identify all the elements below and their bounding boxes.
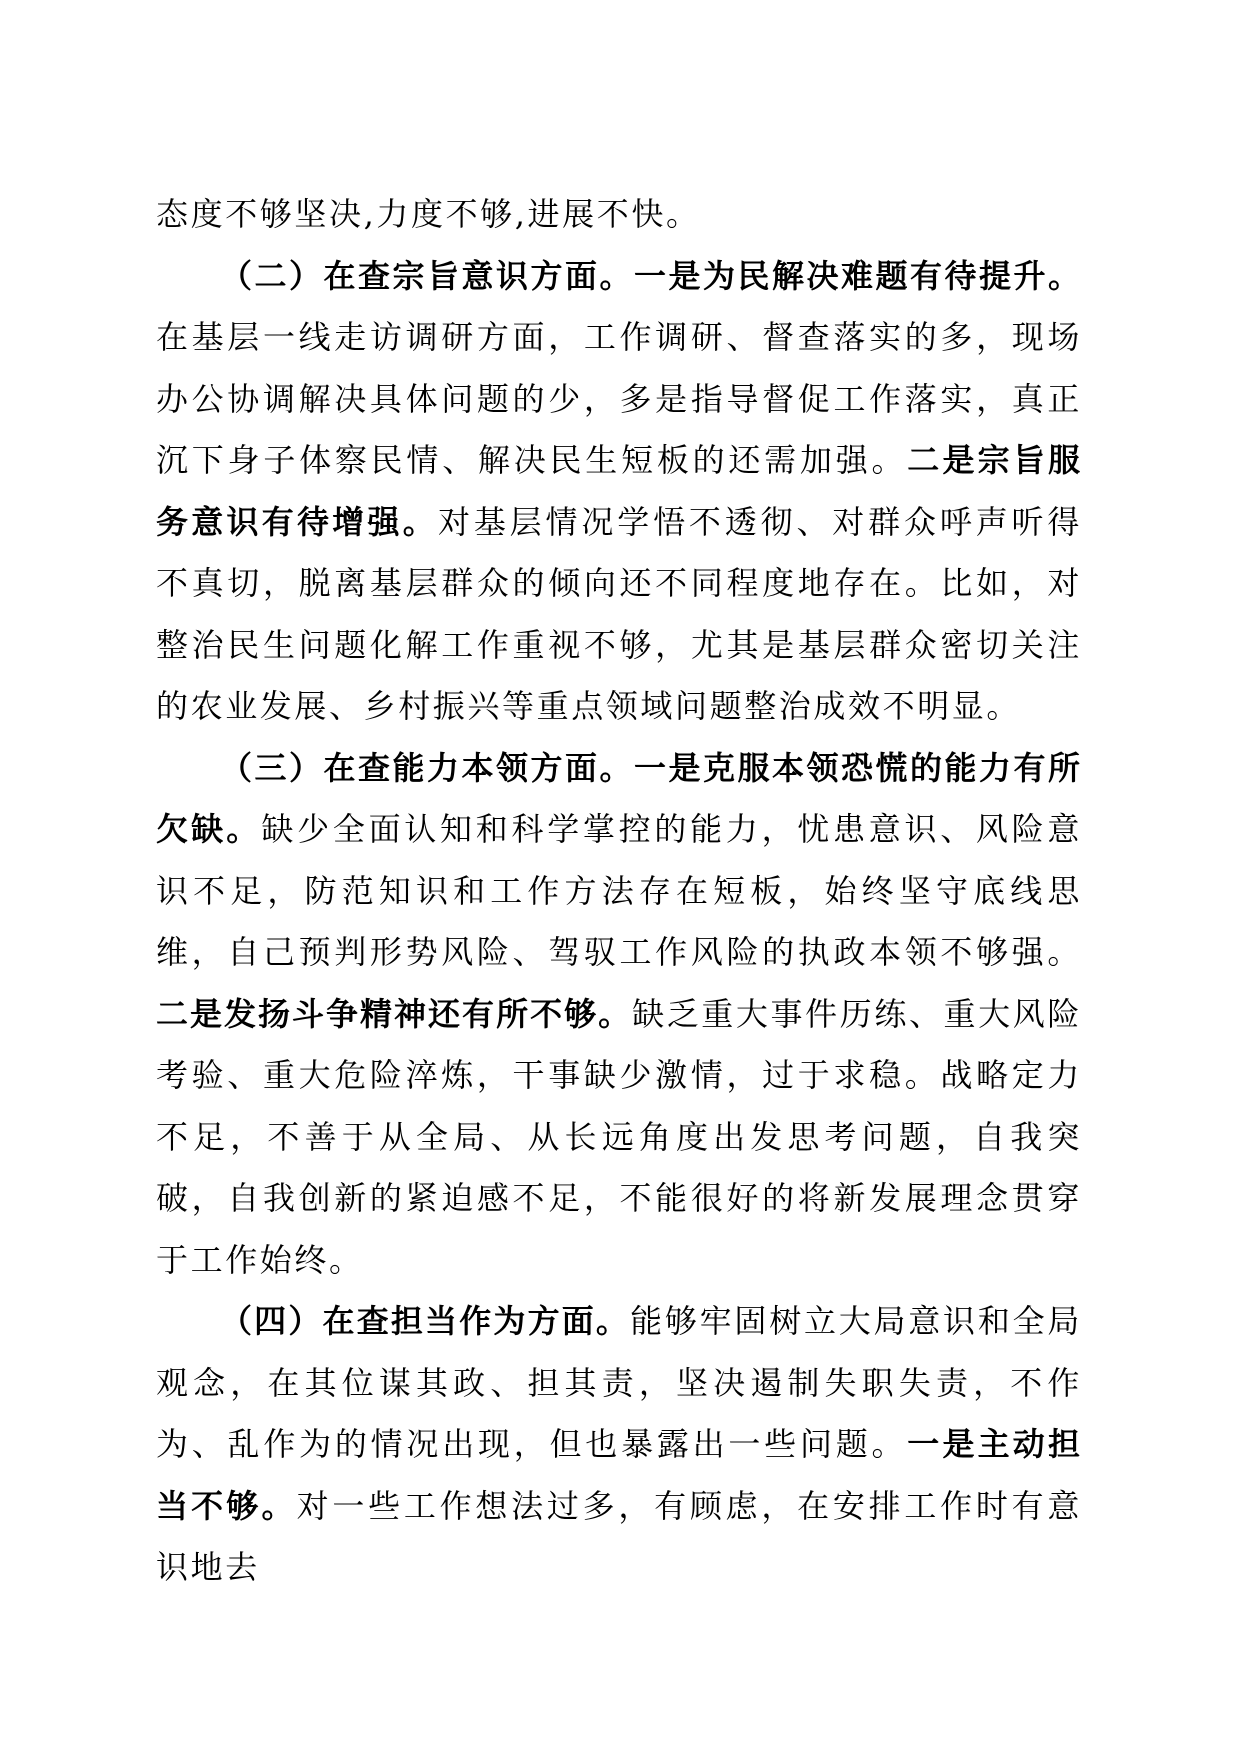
paragraph-text: 能够牢固树立大局意识和全局观念，在其位谋其政、担其责，坚决遏制失职失责，不作为、乱作为的情况出现，但也暴露出一些问题。 bbox=[156, 1302, 1082, 1463]
paragraph-purpose-awareness bbox=[156, 246, 1082, 738]
paragraph-text: 缺少全面认知和科学掌控的能力，忧患意识、风险意识不足，防范知识和工作方法存在短板，始终坚守底线思维，自己预判形势风险、驾驭工作风险的执政本领不够强。 bbox=[156, 810, 1082, 971]
paragraph-text: 态度不够坚决,力度不够,进展不快。 bbox=[156, 195, 701, 233]
paragraph-continuation bbox=[156, 184, 1082, 246]
paragraph-ability bbox=[156, 738, 1082, 1292]
paragraph-text: 对一些工作想法过多，有顾虑，在安排工作时有意识地去 bbox=[156, 1486, 1082, 1586]
paragraph-text: 对基层情况学悟不透彻、对群众呼声听得不真切，脱离基层群众的倾向还不同程度地存在。比如，对整治民生问题化解工作重视不够，尤其是基层群众密切关注的农业发展、乡村振兴等重点领域问题整治成效不明显。 bbox=[156, 502, 1082, 725]
document-body bbox=[156, 184, 1082, 1599]
section-heading-3: （三）在查能力本领方面。一是克服本领恐慌的能力有所欠缺。 bbox=[156, 748, 1082, 848]
point-heading: 二是发扬斗争精神还有所不够。 bbox=[156, 994, 633, 1033]
paragraph-text: 在基层一线走访调研方面，工作调研、督查落实的多，现场办公协调解决具体问题的少，多是指导督促工作落实，真正沉下身子体察民情、解决民生短板的还需加强。 bbox=[156, 318, 1082, 479]
section-heading-4: （四）在查担当作为方面。 bbox=[220, 1302, 631, 1340]
point-heading: 一是主动担当不够。 bbox=[156, 1425, 1082, 1525]
point-heading: 二是宗旨服务意识有待增强。 bbox=[156, 441, 1082, 541]
paragraph-text: 缺乏重大事件历练、重大风险考验、重大危险淬炼，干事缺少激情，过于求稳。战略定力不足，不善于从全局、从长远角度出发思考问题，自我突破，自我创新的紧迫感不足，不能很好的将新发展理念贯穿于工作始终。 bbox=[156, 994, 1082, 1279]
paragraph-responsibility bbox=[156, 1291, 1082, 1599]
section-heading-2: （二）在查宗旨意识方面。一是为民解决难题有待提升。 bbox=[220, 256, 1082, 295]
